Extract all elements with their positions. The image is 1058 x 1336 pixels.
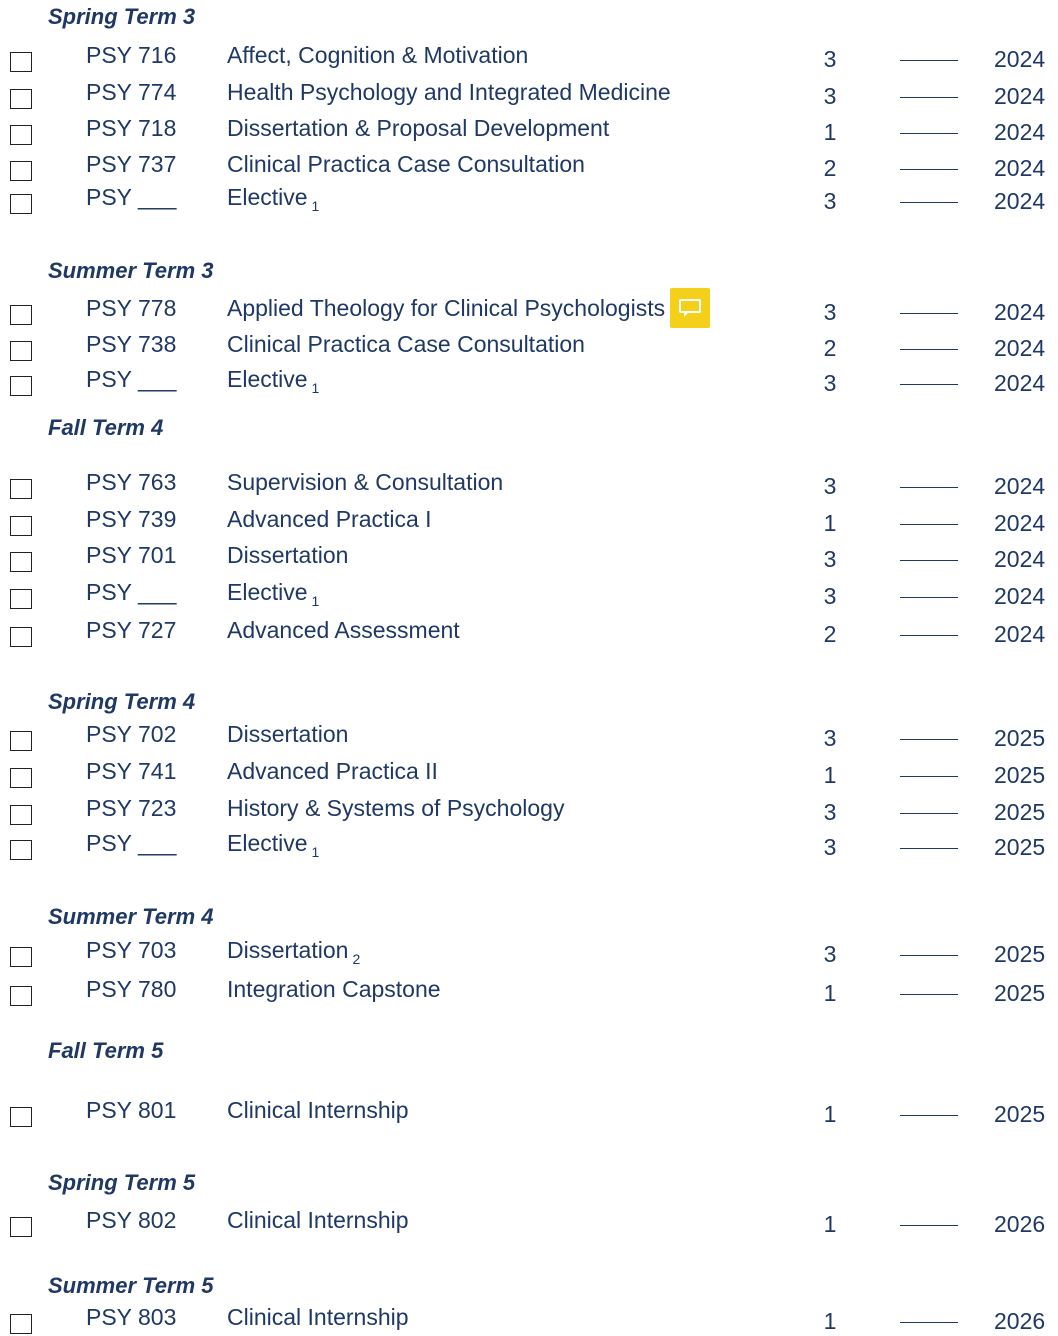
course-title-cell xyxy=(227,615,460,645)
course-title-cell xyxy=(227,756,438,786)
course-code: PSY ___ xyxy=(86,830,177,856)
completion-checkbox[interactable] xyxy=(10,516,32,536)
course-title: Advanced Practica II xyxy=(227,758,438,784)
comment-bubble-tail xyxy=(684,312,689,317)
course-credits: 1 xyxy=(823,1211,837,1237)
course-year: 2025 xyxy=(994,980,1046,1006)
course-title-cell xyxy=(227,364,319,397)
course-year: 2024 xyxy=(994,46,1046,72)
course-title-cell xyxy=(227,77,671,107)
completion-checkbox[interactable] xyxy=(10,305,32,325)
course-title: Health Psychology and Integrated Medicine xyxy=(227,79,671,105)
course-year: 2025 xyxy=(994,725,1046,751)
completion-checkbox[interactable] xyxy=(10,627,32,647)
course-row xyxy=(0,40,1058,74)
comment-bubble-shape xyxy=(679,299,701,313)
course-row xyxy=(0,615,1058,649)
course-year: 2024 xyxy=(994,546,1046,572)
grade-blank[interactable] xyxy=(900,828,958,849)
term-heading: Summer Term 4 xyxy=(48,904,214,929)
grade-blank[interactable] xyxy=(900,504,958,525)
completion-checkbox[interactable] xyxy=(10,1217,32,1237)
course-year: 2024 xyxy=(994,299,1046,325)
course-title: Elective xyxy=(227,579,308,605)
completion-checkbox[interactable] xyxy=(10,986,32,1006)
term-heading: Summer Term 3 xyxy=(48,258,214,283)
course-row xyxy=(0,293,1058,327)
term-heading: Fall Term 4 xyxy=(48,415,164,440)
course-year: 2024 xyxy=(994,119,1046,145)
course-title-cell xyxy=(227,467,503,497)
course-year: 2024 xyxy=(994,473,1046,499)
course-credits: 1 xyxy=(823,119,837,145)
course-row xyxy=(0,329,1058,363)
course-title-cell xyxy=(227,1205,409,1235)
grade-blank[interactable] xyxy=(900,793,958,814)
course-code: PSY 739 xyxy=(86,506,177,532)
completion-checkbox[interactable] xyxy=(10,479,32,499)
course-credits: 3 xyxy=(823,83,837,109)
course-year: 2025 xyxy=(994,799,1046,825)
term-heading: Spring Term 5 xyxy=(48,1170,196,1195)
course-year: 2024 xyxy=(994,155,1046,181)
grade-blank[interactable] xyxy=(900,182,958,203)
course-row xyxy=(0,467,1058,501)
completion-checkbox[interactable] xyxy=(10,589,32,609)
course-title: Clinical Internship xyxy=(227,1207,409,1233)
completion-checkbox[interactable] xyxy=(10,376,32,396)
course-title: Clinical Practica Case Consultation xyxy=(227,331,585,357)
comment-icon[interactable] xyxy=(670,288,710,328)
course-title-cell xyxy=(227,828,319,861)
course-title-cell xyxy=(227,540,348,570)
course-title-cell xyxy=(227,113,609,143)
course-year: 2025 xyxy=(994,834,1046,860)
course-year: 2025 xyxy=(994,762,1046,788)
course-code: PSY ___ xyxy=(86,184,177,210)
course-credits: 2 xyxy=(823,155,837,181)
course-title: Supervision & Consultation xyxy=(227,469,504,495)
completion-checkbox[interactable] xyxy=(10,125,32,145)
course-credits: 3 xyxy=(823,941,837,967)
course-credits: 3 xyxy=(823,583,837,609)
course-code: PSY ___ xyxy=(86,366,177,392)
course-title-cell xyxy=(227,935,360,968)
course-credits: 1 xyxy=(823,980,837,1006)
course-row xyxy=(0,364,1058,398)
course-title-cell xyxy=(227,577,319,610)
course-title: History & Systems of Psychology xyxy=(227,795,565,821)
course-code: PSY 801 xyxy=(86,1097,177,1123)
grade-blank[interactable] xyxy=(900,1205,958,1226)
grade-blank[interactable] xyxy=(900,77,958,98)
course-year: 2024 xyxy=(994,335,1046,361)
course-row xyxy=(0,1095,1058,1129)
grade-blank[interactable] xyxy=(900,293,958,314)
course-year: 2024 xyxy=(994,370,1046,396)
course-title-cell xyxy=(227,504,432,534)
course-row xyxy=(0,974,1058,1008)
completion-checkbox[interactable] xyxy=(10,89,32,109)
course-row xyxy=(0,113,1058,147)
course-credits: 3 xyxy=(823,299,837,325)
grade-blank[interactable] xyxy=(900,935,958,956)
course-year: 2026 xyxy=(994,1211,1046,1237)
course-title-cell xyxy=(227,182,319,215)
course-credits: 3 xyxy=(823,834,837,860)
course-title-cell xyxy=(227,974,441,1004)
grade-blank[interactable] xyxy=(900,1302,958,1323)
course-code: PSY 718 xyxy=(86,115,177,141)
course-title-cell xyxy=(227,40,528,70)
grade-blank[interactable] xyxy=(900,615,958,636)
grade-blank[interactable] xyxy=(900,756,958,777)
course-code: PSY 738 xyxy=(86,331,177,357)
course-credits: 3 xyxy=(823,370,837,396)
completion-checkbox[interactable] xyxy=(10,768,32,788)
course-credits: 3 xyxy=(823,725,837,751)
course-title: Elective xyxy=(227,184,308,210)
course-title: Dissertation xyxy=(227,937,349,963)
grade-blank[interactable] xyxy=(900,577,958,598)
course-title: Elective xyxy=(227,366,308,392)
course-row xyxy=(0,935,1058,969)
term-heading: Summer Term 5 xyxy=(48,1273,214,1298)
course-title: Elective xyxy=(227,830,308,856)
course-year: 2024 xyxy=(994,83,1046,109)
course-credits: 3 xyxy=(823,799,837,825)
course-code: PSY 802 xyxy=(86,1207,177,1233)
course-year: 2024 xyxy=(994,583,1046,609)
course-year: 2024 xyxy=(994,188,1046,214)
course-code: PSY 701 xyxy=(86,542,177,568)
course-year: 2025 xyxy=(994,1101,1046,1127)
course-row xyxy=(0,793,1058,827)
course-row xyxy=(0,504,1058,538)
completion-checkbox[interactable] xyxy=(10,731,32,751)
course-row xyxy=(0,756,1058,790)
course-title-cell xyxy=(227,719,348,749)
course-code: PSY 702 xyxy=(86,721,177,747)
course-code: PSY 723 xyxy=(86,795,177,821)
footnote-marker: 1 xyxy=(311,844,320,860)
completion-checkbox[interactable] xyxy=(10,840,32,860)
course-title-cell xyxy=(227,329,585,359)
course-year: 2024 xyxy=(994,621,1046,647)
course-title: Clinical Practica Case Consultation xyxy=(227,151,585,177)
course-title: Dissertation xyxy=(227,542,349,568)
grade-blank[interactable] xyxy=(900,1095,958,1116)
course-code: PSY 703 xyxy=(86,937,177,963)
grade-blank[interactable] xyxy=(900,974,958,995)
course-title-cell xyxy=(227,293,665,323)
course-title: Dissertation xyxy=(227,721,349,747)
course-title: Advanced Assessment xyxy=(227,617,460,643)
course-credits: 3 xyxy=(823,188,837,214)
course-row xyxy=(0,77,1058,111)
course-title: Integration Capstone xyxy=(227,976,441,1002)
course-code: PSY 774 xyxy=(86,79,177,105)
course-code: PSY 778 xyxy=(86,295,177,321)
course-row xyxy=(0,540,1058,574)
course-title: Affect, Cognition & Motivation xyxy=(227,42,529,68)
course-title-cell xyxy=(227,1095,409,1125)
footnote-marker: 1 xyxy=(311,198,320,214)
completion-checkbox[interactable] xyxy=(10,52,32,72)
course-title: Clinical Internship xyxy=(227,1304,409,1330)
footnote-marker: 1 xyxy=(311,380,320,396)
course-code: PSY 803 xyxy=(86,1304,177,1330)
course-year: 2026 xyxy=(994,1308,1046,1334)
course-title: Advanced Practica I xyxy=(227,506,432,532)
course-row xyxy=(0,828,1058,862)
course-credits: 1 xyxy=(823,1308,837,1334)
grade-blank[interactable] xyxy=(900,329,958,350)
course-credits: 1 xyxy=(823,510,837,536)
course-credits: 2 xyxy=(823,621,837,647)
course-title-cell xyxy=(227,1302,409,1332)
course-code: PSY 780 xyxy=(86,976,177,1002)
completion-checkbox[interactable] xyxy=(10,805,32,825)
completion-checkbox[interactable] xyxy=(10,341,32,361)
completion-checkbox[interactable] xyxy=(10,161,32,181)
completion-checkbox[interactable] xyxy=(10,1314,32,1334)
course-credits: 1 xyxy=(823,762,837,788)
footnote-marker: 1 xyxy=(311,593,320,609)
footnote-marker: 2 xyxy=(352,951,361,967)
completion-checkbox[interactable] xyxy=(10,1107,32,1127)
course-title-cell xyxy=(227,793,564,823)
completion-checkbox[interactable] xyxy=(10,552,32,572)
course-credits: 3 xyxy=(823,473,837,499)
grade-blank[interactable] xyxy=(900,467,958,488)
course-credits: 2 xyxy=(823,335,837,361)
grade-blank[interactable] xyxy=(900,364,958,385)
course-code: PSY 737 xyxy=(86,151,177,177)
course-code: PSY 716 xyxy=(86,42,177,68)
term-heading: Spring Term 3 xyxy=(48,4,196,29)
course-credits: 1 xyxy=(823,1101,837,1127)
grade-blank[interactable] xyxy=(900,40,958,61)
course-code: PSY 727 xyxy=(86,617,177,643)
completion-checkbox[interactable] xyxy=(10,194,32,214)
course-row xyxy=(0,1302,1058,1336)
completion-checkbox[interactable] xyxy=(10,947,32,967)
grade-blank[interactable] xyxy=(900,113,958,134)
course-title: Clinical Internship xyxy=(227,1097,409,1123)
grade-blank[interactable] xyxy=(900,540,958,561)
term-heading: Spring Term 4 xyxy=(48,689,196,714)
course-row xyxy=(0,577,1058,611)
course-credits: 3 xyxy=(823,546,837,572)
course-code: PSY 763 xyxy=(86,469,177,495)
term-heading: Fall Term 5 xyxy=(48,1038,164,1063)
course-row xyxy=(0,719,1058,753)
course-row xyxy=(0,182,1058,216)
grade-blank[interactable] xyxy=(900,719,958,740)
course-code: PSY 741 xyxy=(86,758,177,784)
course-title-cell xyxy=(227,149,585,179)
course-year: 2025 xyxy=(994,941,1046,967)
grade-blank[interactable] xyxy=(900,149,958,170)
course-year: 2024 xyxy=(994,510,1046,536)
course-title: Dissertation & Proposal Development xyxy=(227,115,610,141)
course-title: Applied Theology for Clinical Psychologists xyxy=(227,295,666,321)
course-row xyxy=(0,1205,1058,1239)
course-code: PSY ___ xyxy=(86,579,177,605)
course-row xyxy=(0,149,1058,183)
course-credits: 3 xyxy=(823,46,837,72)
